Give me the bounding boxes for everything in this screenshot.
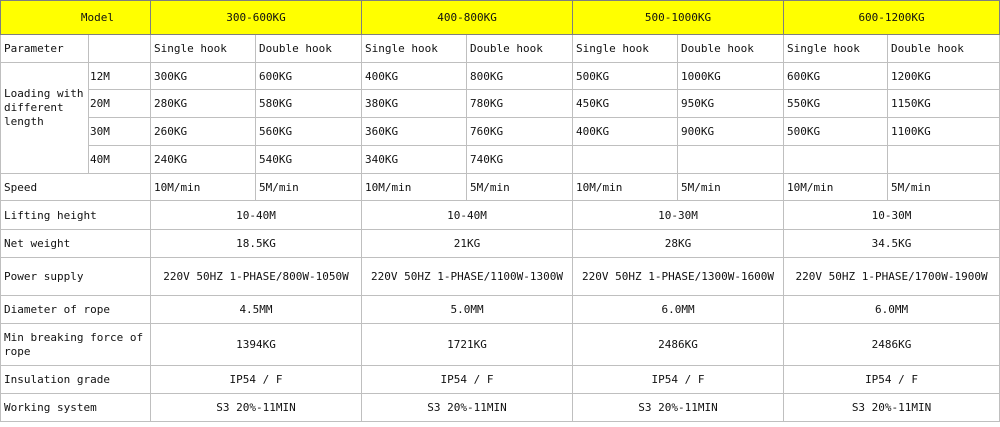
rope-diameter-cell: 6.0MM bbox=[784, 296, 1000, 324]
lifting-height-cell: 10-30M bbox=[573, 201, 784, 230]
load-cell: 500KG bbox=[573, 63, 678, 90]
length-label: 20M bbox=[89, 90, 151, 118]
load-cell: 580KG bbox=[256, 90, 362, 118]
load-cell: 340KG bbox=[362, 146, 467, 174]
load-cell: 540KG bbox=[256, 146, 362, 174]
length-label: 12M bbox=[89, 63, 151, 90]
load-cell bbox=[888, 146, 1000, 174]
breaking-force-cell: 2486KG bbox=[784, 324, 1000, 366]
model-500-1000: 500-1000KG bbox=[573, 1, 784, 35]
empty-cell bbox=[89, 35, 151, 63]
speed-cell: 5M/min bbox=[678, 174, 784, 201]
lifting-height-row bbox=[1, 201, 1000, 230]
load-cell: 260KG bbox=[151, 118, 256, 146]
parameter-row bbox=[1, 35, 1000, 63]
load-cell: 900KG bbox=[678, 118, 784, 146]
power-supply-label: Power supply bbox=[1, 258, 151, 296]
rope-diameter-row bbox=[1, 296, 1000, 324]
power-supply-cell: 220V 50HZ 1-PHASE/1300W-1600W bbox=[573, 258, 784, 296]
power-supply-cell: 220V 50HZ 1-PHASE/1700W-1900W bbox=[784, 258, 1000, 296]
lifting-height-label: Lifting height bbox=[1, 201, 151, 230]
speed-cell: 10M/min bbox=[573, 174, 678, 201]
lifting-height-cell: 10-40M bbox=[362, 201, 573, 230]
load-cell: 450KG bbox=[573, 90, 678, 118]
insulation-cell: IP54 / F bbox=[362, 366, 573, 394]
net-weight-label: Net weight bbox=[1, 230, 151, 258]
load-cell: 360KG bbox=[362, 118, 467, 146]
load-cell: 600KG bbox=[784, 63, 888, 90]
double-hook-header: Double hook bbox=[467, 35, 573, 63]
load-cell: 550KG bbox=[784, 90, 888, 118]
insulation-row bbox=[1, 366, 1000, 394]
speed-cell: 10M/min bbox=[784, 174, 888, 201]
model-400-800: 400-800KG bbox=[362, 1, 573, 35]
double-hook-header: Double hook bbox=[256, 35, 362, 63]
single-hook-header: Single hook bbox=[784, 35, 888, 63]
speed-label: Speed bbox=[1, 174, 151, 201]
load-cell bbox=[573, 146, 678, 174]
loading-row-12m bbox=[1, 63, 1000, 90]
working-system-row bbox=[1, 394, 1000, 422]
loading-row-20m bbox=[1, 90, 1000, 118]
power-supply-cell: 220V 50HZ 1-PHASE/1100W-1300W bbox=[362, 258, 573, 296]
working-system-cell: S3 20%-11MIN bbox=[362, 394, 573, 422]
speed-cell: 5M/min bbox=[467, 174, 573, 201]
speed-cell: 5M/min bbox=[256, 174, 362, 201]
single-hook-header: Single hook bbox=[362, 35, 467, 63]
load-cell: 400KG bbox=[362, 63, 467, 90]
insulation-label: Insulation grade bbox=[1, 366, 151, 394]
breaking-force-cell: 1721KG bbox=[362, 324, 573, 366]
load-cell: 1150KG bbox=[888, 90, 1000, 118]
load-cell: 560KG bbox=[256, 118, 362, 146]
load-cell bbox=[784, 146, 888, 174]
speed-row bbox=[1, 174, 1000, 201]
breaking-force-label: Min breaking force of rope bbox=[1, 324, 151, 366]
net-weight-row bbox=[1, 230, 1000, 258]
length-label: 40M bbox=[89, 146, 151, 174]
loading-label: Loading with different length bbox=[1, 63, 89, 174]
rope-diameter-cell: 6.0MM bbox=[573, 296, 784, 324]
load-cell: 1000KG bbox=[678, 63, 784, 90]
working-system-cell: S3 20%-11MIN bbox=[151, 394, 362, 422]
single-hook-header: Single hook bbox=[573, 35, 678, 63]
breaking-force-cell: 2486KG bbox=[573, 324, 784, 366]
load-cell bbox=[678, 146, 784, 174]
double-hook-header: Double hook bbox=[888, 35, 1000, 63]
load-cell: 760KG bbox=[467, 118, 573, 146]
load-cell: 780KG bbox=[467, 90, 573, 118]
working-system-cell: S3 20%-11MIN bbox=[573, 394, 784, 422]
rope-diameter-cell: 4.5MM bbox=[151, 296, 362, 324]
parameter-label: Parameter bbox=[1, 35, 89, 63]
insulation-cell: IP54 / F bbox=[151, 366, 362, 394]
header-row bbox=[1, 1, 1000, 35]
double-hook-header: Double hook bbox=[678, 35, 784, 63]
single-hook-header: Single hook bbox=[151, 35, 256, 63]
load-cell: 240KG bbox=[151, 146, 256, 174]
insulation-cell: IP54 / F bbox=[784, 366, 1000, 394]
load-cell: 380KG bbox=[362, 90, 467, 118]
lifting-height-cell: 10-30M bbox=[784, 201, 1000, 230]
length-label: 30M bbox=[89, 118, 151, 146]
load-cell: 740KG bbox=[467, 146, 573, 174]
working-system-cell: S3 20%-11MIN bbox=[784, 394, 1000, 422]
net-weight-cell: 34.5KG bbox=[784, 230, 1000, 258]
load-cell: 400KG bbox=[573, 118, 678, 146]
model-label: Model bbox=[1, 1, 151, 35]
model-600-1200: 600-1200KG bbox=[784, 1, 1000, 35]
speed-cell: 10M/min bbox=[362, 174, 467, 201]
load-cell: 500KG bbox=[784, 118, 888, 146]
lifting-height-cell: 10-40M bbox=[151, 201, 362, 230]
load-cell: 1200KG bbox=[888, 63, 1000, 90]
loading-row-30m bbox=[1, 118, 1000, 146]
power-supply-cell: 220V 50HZ 1-PHASE/800W-1050W bbox=[151, 258, 362, 296]
net-weight-cell: 18.5KG bbox=[151, 230, 362, 258]
load-cell: 1100KG bbox=[888, 118, 1000, 146]
insulation-cell: IP54 / F bbox=[573, 366, 784, 394]
rope-diameter-label: Diameter of rope bbox=[1, 296, 151, 324]
load-cell: 600KG bbox=[256, 63, 362, 90]
loading-row-40m bbox=[1, 146, 1000, 174]
model-300-600: 300-600KG bbox=[151, 1, 362, 35]
net-weight-cell: 21KG bbox=[362, 230, 573, 258]
rope-diameter-cell: 5.0MM bbox=[362, 296, 573, 324]
load-cell: 280KG bbox=[151, 90, 256, 118]
working-system-label: Working system bbox=[1, 394, 151, 422]
load-cell: 950KG bbox=[678, 90, 784, 118]
breaking-force-cell: 1394KG bbox=[151, 324, 362, 366]
load-cell: 800KG bbox=[467, 63, 573, 90]
speed-cell: 5M/min bbox=[888, 174, 1000, 201]
power-supply-row bbox=[1, 258, 1000, 296]
speed-cell: 10M/min bbox=[151, 174, 256, 201]
load-cell: 300KG bbox=[151, 63, 256, 90]
net-weight-cell: 28KG bbox=[573, 230, 784, 258]
breaking-force-row bbox=[1, 324, 1000, 366]
